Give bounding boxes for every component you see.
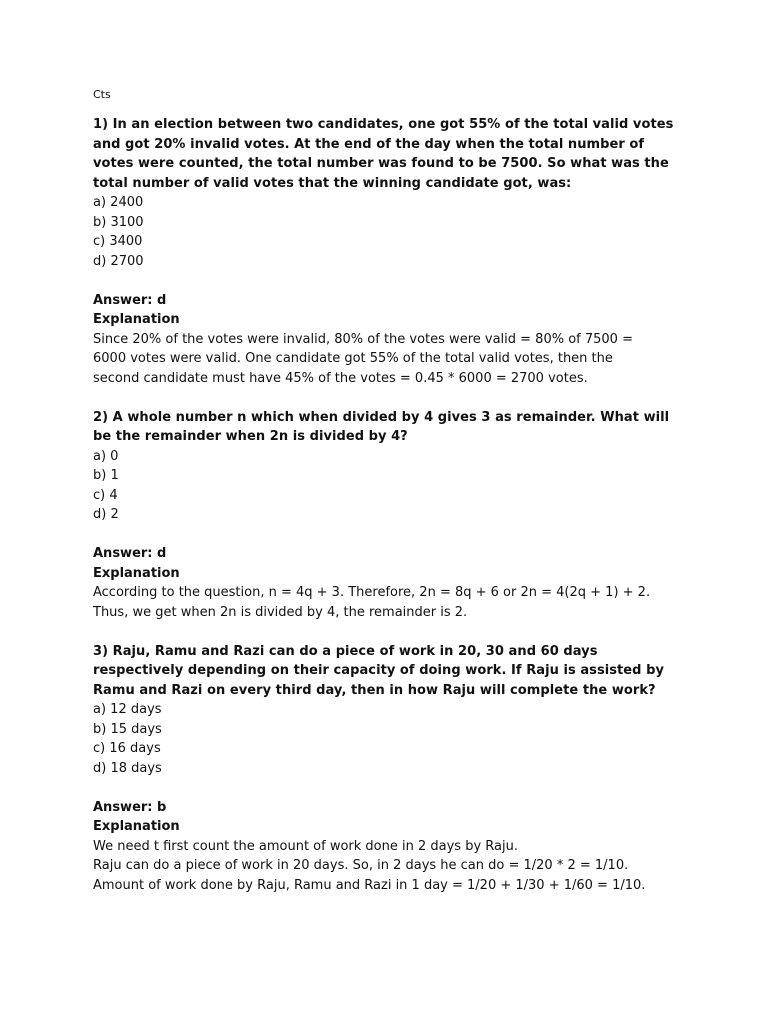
question-block-2 — [93, 408, 733, 525]
options-list-2 — [93, 447, 733, 525]
question-line: 1) In an election between two candidates, one got 55% of the total valid votes — [93, 117, 674, 132]
answer-label: Answer: d — [93, 546, 167, 561]
question-block-1 — [93, 115, 733, 271]
answer-block-3 — [93, 798, 733, 896]
question-text-3 — [93, 642, 733, 701]
question-line: 3) Raju, Ramu and Razi can do a piece of work in 20, 30 and 60 days — [93, 643, 598, 659]
question-line: and got 20% invalid votes. At the end of the day when the total number of — [93, 136, 645, 152]
answer-label: Answer: d — [93, 292, 167, 308]
question-line: total number of valid votes that the winning candidate got, was: — [93, 175, 572, 191]
answer-label: Answer: b — [93, 799, 167, 815]
option-d: d) 18 days — [93, 760, 162, 776]
option-b: b) 15 days — [93, 721, 162, 737]
option-a: a) 2400 — [93, 195, 144, 210]
option-c: c) 4 — [93, 487, 118, 503]
question-text-1 — [93, 115, 733, 193]
explanation-line: second candidate must have 45% of the votes = 0.45 * 6000 = 2700 votes. — [93, 370, 588, 386]
explanation-line: We need t first count the amount of work done in 2 days by Raju. — [93, 838, 518, 854]
option-d: d) 2700 — [93, 253, 144, 269]
explanation-line: Amount of work done by Raju, Ramu and Razi in 1 day = 1/20 + 1/30 + 1/60 = 1/10. — [93, 877, 646, 893]
option-c: c) 3400 — [93, 234, 143, 249]
question-text-2 — [93, 408, 733, 447]
explanation-label: Explanation — [93, 312, 180, 327]
answer-block-2 — [93, 544, 733, 622]
option-d: d) 2 — [93, 507, 119, 522]
option-b: b) 3100 — [93, 214, 144, 230]
explanation-label: Explanation — [93, 565, 180, 581]
explanation-line: 6000 votes were valid. One candidate got 55% of the total valid votes, then the — [93, 351, 613, 366]
question-block-3 — [93, 642, 733, 779]
question-line: votes were counted, the total number was found to be 7500. So what was the — [93, 156, 669, 171]
question-line: Ramu and Razi on every third day, then in how Raju will complete the work? — [93, 682, 656, 698]
option-c: c) 16 days — [93, 741, 161, 756]
answer-block-1 — [93, 291, 733, 389]
explanation-line: According to the question, n = 4q + 3. Therefore, 2n = 8q + 6 or 2n = 4(2q + 1) + 2. — [93, 585, 651, 600]
option-a: a) 12 days — [93, 702, 162, 717]
explanation-line: Since 20% of the votes were invalid, 80% of the votes were valid = 80% of 7500 = — [93, 331, 633, 347]
question-line: be the remainder when 2n is divided by 4? — [93, 429, 408, 444]
option-b: b) 1 — [93, 468, 119, 483]
option-a: a) 0 — [93, 448, 119, 464]
explanation-line: Raju can do a piece of work in 20 days. So, in 2 days he can do = 1/20 * 2 = 1/10. — [93, 858, 629, 873]
document-content — [93, 115, 733, 915]
question-line: respectively depending on their capacity of doing work. If Raju is assisted by — [93, 663, 664, 678]
document-header: Cts — [93, 88, 111, 101]
question-line: 2) A whole number n which when divided by 4 gives 3 as remainder. What will — [93, 409, 670, 425]
options-list-1 — [93, 193, 733, 271]
options-list-3 — [93, 700, 733, 778]
explanation-line: Thus, we get when 2n is divided by 4, the remainder is 2. — [93, 604, 468, 620]
explanation-label: Explanation — [93, 819, 180, 834]
